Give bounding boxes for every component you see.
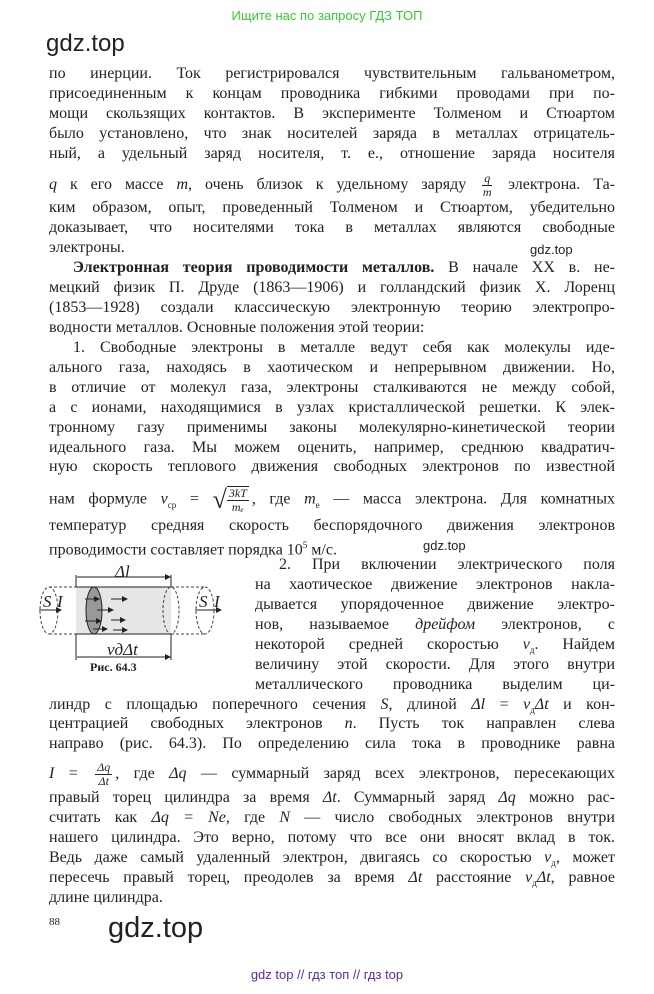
numerator: 3kT [228,486,247,500]
text: . Найдем [534,636,615,653]
math-dl: Δl [471,696,486,713]
text-line [49,695,615,715]
text: м/с. [307,541,337,559]
text-line: ную скорость теплового движения свободных электронов по известной [49,458,615,475]
subscript: e [315,499,320,510]
text-line: 2. При включении электрического поля [279,556,615,573]
text-line: температур средняя скорость беспорядочного движения электронов [49,517,615,534]
text: — число свободных электронов внутри [290,809,615,826]
text: , где [115,765,170,783]
text-line: электроны. [49,239,125,256]
text-line: ный, а удельный заряд носителя, т. е., отношение заряда носителя [49,145,615,162]
text-line: по инерции. Ток регистрировался чувствительным гальванометром, [49,65,615,82]
text: — масса электрона. Для комнатных [319,490,615,508]
label-S-right: S [199,592,208,611]
text: и кон- [548,696,616,713]
subscript: ср [167,499,177,510]
text-line [49,808,615,828]
math-v: v [525,869,533,886]
sqrt-formula [213,486,252,514]
text: проводимости составляет порядка 10 [49,541,303,559]
text: Ведь даже самый удаленный электрон, двигаясь со скоростью [49,849,545,866]
math-dt: Δt [534,696,549,713]
math-v: v [523,696,531,713]
text: = [54,765,93,783]
text-line [49,535,615,559]
text-line: нашего цилиндра. Это верно, потому что все они вносят вклад в ток. [49,829,615,846]
math-dt: Δt [536,869,551,886]
text: некоторой средней скоростью [255,636,523,653]
text: , очень близок к удельному заряду [188,176,480,194]
text-line: направо (рис. 64.3). По определению сила тока в проводнике равна [49,735,615,752]
text-line [49,848,615,868]
text: , где [251,490,305,508]
text-line [49,714,615,734]
text-line-formula [49,485,615,514]
text-line-formula [49,171,616,199]
text: расстояние [422,869,526,886]
label-S-left: S [43,592,52,611]
text: В начале XX в. не- [434,259,615,276]
math-v: v [522,636,530,653]
footer-links[interactable]: gdz top // гдз топ // гдз top [250,967,404,982]
search-banner[interactable]: Ищите нас по запросу ГДЗ ТОП [231,8,423,23]
text-line [255,615,615,635]
site-logo-top: gdz.top [46,30,125,57]
math-q: q [49,176,57,194]
figure-caption: Рис. 64.3 [90,660,137,674]
text-line [49,258,615,278]
text-line: доказывает, что носителями тока в металлах являются свободные [49,219,615,236]
text: считать как [49,809,152,826]
emphasis-drift: дрейфом [415,616,476,633]
math-n: n [344,715,353,732]
watermark: gdz.top [530,242,573,257]
sqrt-sign: √ [212,485,227,514]
cylinder-diagram [35,565,235,675]
fraction-q-over-m [482,172,492,199]
subscript: д [551,858,556,869]
numerator: q [484,171,491,185]
label-I-left: I [57,592,63,611]
math-v: v [544,849,552,866]
text-line [49,868,615,888]
subscript: д [530,705,535,716]
subscript: д [529,645,535,656]
page-number: 88 [49,916,60,928]
text: . Пусть ток направлен слева [352,715,616,732]
text-line-formula [49,760,615,788]
text: электронов, с [475,616,615,633]
text: нам формуле [49,490,161,508]
text: = [485,696,524,713]
text: , длиной [388,696,472,713]
text-line: металлического проводника выделим ци- [255,676,615,693]
text: . Суммарный заряд [336,789,499,806]
math-m: m [176,176,189,194]
math-dt: Δt [408,869,423,886]
text: линдр с площадью поперечного сечения [49,696,381,713]
text: — суммарный заряд всех электронов, пересекающих [186,765,615,783]
text: пересечь правый торец, преодолев за время [49,869,409,886]
text-line: водности металлов. Основные положения этой теории: [49,319,425,336]
text-line: ким образом, опыт, проведенный Толменом и Стюартом, убедительно [49,199,615,216]
text-line: на хаотическое движение электронов накла- [255,576,615,593]
fraction [227,486,249,514]
watermark: gdz.top [423,538,466,553]
text-line: мощи скользящих контактов. В эксперименте Толменом и Стюартом [49,105,615,122]
text-line: а с ионами, находящимися в узлах кристаллической решетки. К элек- [49,399,615,416]
text-line [49,788,615,808]
math-I: I [49,765,55,783]
text-line: 1. Свободные электроны в металле ведут себя как молекулы иде- [73,339,615,356]
math-v: v [160,490,168,508]
label-I-right: I [214,592,220,611]
site-logo-bottom: gdz.top [108,912,204,944]
text-line: присоединенным к концам проводника гибкими проводами при по- [49,85,615,102]
text-line: было установлено, что знак носителей заряда в металлах отрицатель- [49,125,615,142]
fraction-dq-dt [95,761,112,788]
text: электрона. Та- [495,176,616,194]
text: нов, называемое [255,616,416,633]
text-line: мецкий физик П. Друде (1863—1906) и голландский физик Х. Лоренц [49,279,615,296]
text-line: ального газа, находясь в хаотическом и непрерывном движении. Но, [49,359,615,376]
text-line: в отличие от молекул газа, электроны сталкиваются не между собой, [49,379,615,396]
subscript: д [532,878,537,889]
text: , может [555,849,615,866]
numerator: Δq [97,760,111,774]
math-m: m [304,490,316,508]
text-line: идеального газа. Мы можем оценить, например, среднюю квадратич- [49,439,615,456]
section-heading: Электронная теория проводимости металлов. [73,259,435,276]
text: к его массе [57,176,177,194]
math-dt: Δt [322,789,337,806]
text: , равное [550,869,615,886]
text: правый торец цилиндра за время [49,789,323,806]
label-dl: Δl [115,565,130,581]
text-line: тронному газу применимы законы молекулярно-кинетической теории [49,419,615,436]
text-line: длине цилиндра. [49,889,163,906]
denominator: Δt [98,774,109,788]
denominator: mₑ [231,500,244,514]
text-line: (1853—1928) создали классическую электронную теорию электропро- [49,299,615,316]
text: центрацией свободных электронов [49,715,345,732]
math-dq: Δq [169,765,187,783]
denominator: m [482,185,492,199]
math-S: S [380,696,389,713]
math-dq: Δq [498,789,516,806]
math-dq-ne: Δq = Ne [151,809,226,826]
text-line: дывается упорядоченное движение электро- [255,596,615,613]
label-vdt: vдΔt [107,640,138,659]
text-line [255,635,615,655]
text: , где [225,809,280,826]
text: = [176,490,213,508]
text-line: величину этой скорости. Для этого внутри [255,656,615,673]
text: можно рас- [515,789,616,806]
math-N: N [279,809,291,826]
superscript: 5 [302,540,308,550]
